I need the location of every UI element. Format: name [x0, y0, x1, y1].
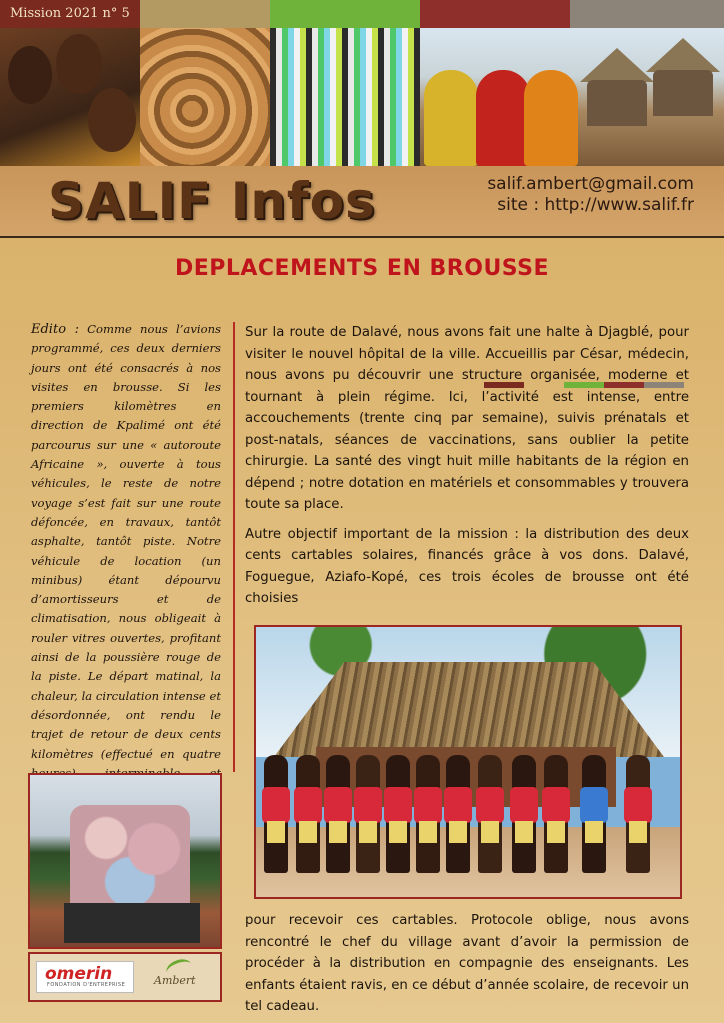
- child-figure: [356, 755, 380, 873]
- photo-banner: [0, 28, 724, 166]
- woman-figure: [524, 70, 578, 166]
- child-figure: [446, 755, 470, 873]
- title-band: [0, 166, 724, 238]
- sponsor-logos: [28, 952, 222, 1002]
- child-figure: [386, 755, 410, 873]
- child-figure: [512, 755, 536, 873]
- truck-body: [64, 903, 200, 943]
- edito-lead: Edito :: [31, 322, 79, 337]
- strip-segment: [570, 0, 724, 28]
- child-figure: [626, 755, 650, 873]
- child-figure: [478, 755, 502, 873]
- child-figure: [264, 755, 288, 873]
- main-column: [245, 322, 689, 618]
- closing-paragraph: pour recevoir ces cartables. Protocole oblige, nous avons rencontré le chef du village avant d’avoir la permission de procéder à la distribution en compagnie des enseignants. Les enfants étaient ravis, en ce début d’année scolaire, de recevoir un tel cadeau.: [245, 913, 689, 1014]
- paragraph-hospital: Sur la route de Dalavé, nous avons fait une halte à Djagblé, pour visiter le nouvel hôpital de la ville. Accueillis par César, médecin, nous avons pu découvrir une structure organisée, moderne et tournant à plein régime. Ici, l’activité est intense, entre accouchements (trente cinq par semaine), suivis prénatals et post-natals, séances de vaccinations, sans oublier la petite chirurgie. La santé des vingt huit mille habitants de la région en dépend ; notre dotation en matériels et consommables y trouvera toute sa place.: [245, 325, 689, 512]
- child-figure: [416, 755, 440, 873]
- photo-beads: [270, 28, 420, 166]
- woman-figure: [424, 70, 478, 166]
- photo-schoolchildren: [254, 625, 682, 899]
- contact-block: [487, 174, 694, 216]
- hut: [587, 80, 647, 126]
- child-figure: [582, 755, 606, 873]
- mission-label: Mission 2021 n° 5: [10, 6, 130, 21]
- ambert-logo: Ambert: [154, 974, 196, 987]
- photo-bowls: [140, 28, 270, 166]
- omerin-subtitle: FONDATION D'ENTREPRISE: [47, 982, 126, 988]
- truck-load: [70, 805, 190, 915]
- strip-segment: [420, 0, 570, 28]
- edito-column: [31, 320, 221, 802]
- email-link[interactable]: salif.ambert@gmail.com: [487, 174, 694, 194]
- hut-roof: [580, 48, 654, 82]
- face-shape: [8, 46, 52, 104]
- edito-text: Comme nous l’avions programmé, ces deux derniers jours ont été consacrés à nos visites en brousse. Si les premiers kilomètres en direction de Kpalimé ont été parcourus sur une « autoroute Africaine », ouverte à tous véhicules, le reste de notre voyage s’est fait sur une route défoncée, en travaux, tantôt asphalte, tantôt piste. Notre véhicule de location (un minibus) étant dépourvu d’amortisseurs et de climatisation, nous obligeait à rouler vitres ouvertes, profitant ainsi de la poussière rouge de la piste. Le départ matinal, la chaleur, la circulation intense et désordonnée, ont rendu le trajet de retour de deux cents kilomètres (effectué en quatre: [31, 322, 221, 761]
- site-link[interactable]: site : http://www.salif.fr: [497, 195, 694, 215]
- strip-segment: [270, 0, 420, 28]
- article-heading: DEPLACEMENTS EN BROUSSE: [174, 256, 550, 281]
- child-figure: [296, 755, 320, 873]
- column-divider: [233, 322, 235, 772]
- omerin-wordmark: omerin: [45, 964, 113, 984]
- paragraph-cartables: Autre objectif important de la mission : la distribution des deux cents cartables solaires, financés grâce à vos dons. Dalavé, Foguegue, Aziafo-Kopé, ces trois écoles de brousse ont été choisies: [245, 526, 689, 606]
- face-shape: [88, 88, 136, 152]
- hut: [653, 70, 713, 116]
- photo-truck: [28, 773, 222, 949]
- child-figure: [544, 755, 568, 873]
- strip-segment: [140, 0, 270, 28]
- woman-figure: [476, 70, 530, 166]
- child-figure: [326, 755, 350, 873]
- photo-women-village: [420, 28, 724, 166]
- hut-roof: [646, 38, 720, 72]
- newsletter-title: SALIF Infos: [48, 172, 376, 230]
- photo-children: [0, 28, 140, 166]
- face-shape: [56, 34, 102, 94]
- omerin-logo: [36, 961, 134, 993]
